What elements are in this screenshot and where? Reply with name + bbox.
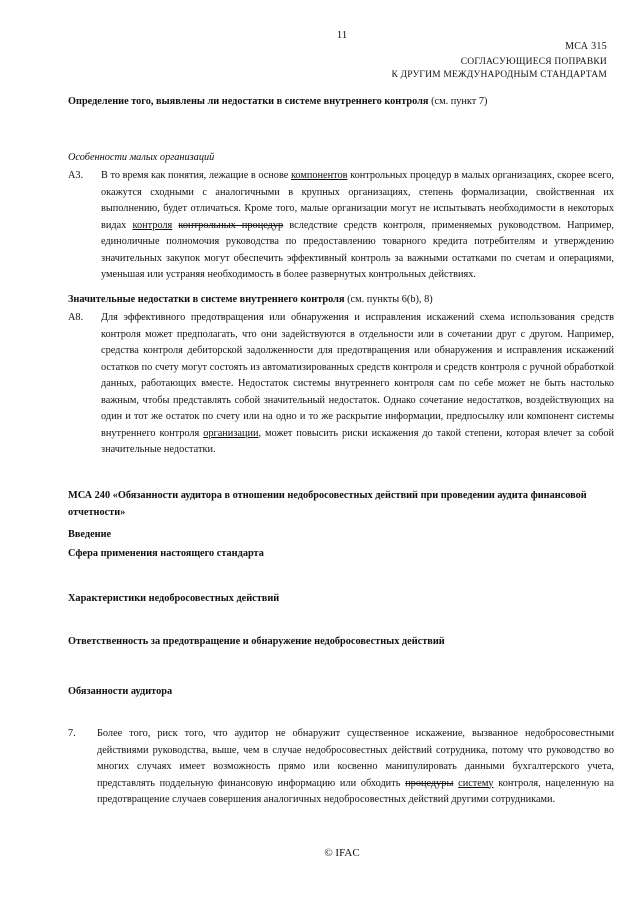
paragraph-body: Для эффективного предотвращения или обнаружения и исправления искажений схема использования средств контроля может предполагать, что они задействуются в отдельности или в сочетании друг с другом. Например, средства контроля дебиторской задолженности для предотвращения или обнаружения и исправления искажений остатков по счету могут состоять из автоматизированных средств контроля и средств контроля с ручной обработкой данных, работающих вместе. Недостаток системы внутреннего контроля сам по себе может не быть настолько важным, чтобы представлять собой значительный недостаток. Однако сочетание недостатков, воздействующих на один и тот же остаток по счету или на одно и то же раскрытие информации, предпосылку или компонент системы внутреннего контроля организации, может повысить риски искажения до такой степени, которая влечет за собой значительные недостатки. [101,312,614,455]
heading-responsibility: Ответственность за предотвращение и обнаружение недобросовестных действий [68,636,445,647]
heading-text: Значительные недостатки в системе внутреннего контроля [68,294,345,305]
deleted-text: процедуры [405,777,454,789]
subheading-small-entities: Особенности малых организаций [68,152,215,163]
page-number: 11 [336,29,348,41]
heading-reference: (см. пункты 6(b), 8) [344,294,433,305]
heading-reference: (см. пункт 7) [428,96,488,107]
paragraph-body: Более того, риск того, что аудитор не обнаружит существенное искажение, вызванное недобросовестными действиями руководства, выше, чем в случае недобросовестных действий сотрудника, потому что руководство во многих случаях имеет возможность прямо или косвенно манипулировать данными бухгалтерского учета, представлять поддельную финансовую информацию или обходить процедуры систему контроля, нацеленную на предотвращение случаев совершения аналогичных недобросовестных действий другими сотрудниками. [97,728,614,805]
deleted-text: контрольных процедур [178,219,284,231]
inserted-text: компонентов [290,170,348,181]
document-code: МСА 315 [565,41,607,52]
inserted-text: организации [203,427,259,439]
paragraph-number: 7. [68,728,76,739]
paragraph-number: А3. [68,170,84,181]
paragraph-number: А8. [68,312,84,323]
document-subtitle [391,56,607,81]
inserted-text: контроля [132,219,173,231]
heading-introduction: Введение [68,529,112,540]
heading-fraud-characteristics: Характеристики недобросовестных действий [68,593,280,604]
heading-scope: Сфера применения настоящего стандарта [68,548,264,559]
footer-copyright: © IFAC [324,847,360,859]
heading-text: Определение того, выявлены ли недостатки в системе внутреннего контроля [68,96,429,107]
section-heading-internal-control-deficiencies [68,94,628,111]
paragraph-a8 [68,310,614,459]
section-heading-significant-deficiencies [68,292,628,309]
heading-auditor-responsibilities: Обязанности аудитора [68,686,173,697]
paragraph-a3 [68,168,614,284]
paragraph-body: В то время как понятия, лежащие в основе компонентов контрольных процедур в малых организациях, скорее всего, окажутся сходными с аналогичными в крупных организациях, степень формализации, свойственная их выполнению, будет отличаться. Кроме того, малые организации могут не испытывать необходимости в некоторых видах контроля контрольных процедур вследствие средств контроля, применяемых руководством. Например, единоличные полномочия руководства по предоставлению товарного кредита потребителям и утверждению значительных закупок могут обеспечить эффективный контроль за важными остатками по счетам и операциями, уменьшая или устраняя необходимость в более развернутых контрольных действиях. [101,170,614,280]
subtitle-line-1: СОГЛАСУЮЩИЕСЯ ПОПРАВКИ [460,57,607,67]
isa-240-title: МСА 240 «Обязанности аудитора в отношении недобросовестных действий при проведении аудита финансовой отчетности» [68,490,587,518]
paragraph-7 [68,726,614,809]
inserted-text: систему [458,777,494,789]
subtitle-line-2: К ДРУГИМ МЕЖДУНАРОДНЫМ СТАНДАРТАМ [391,69,607,80]
